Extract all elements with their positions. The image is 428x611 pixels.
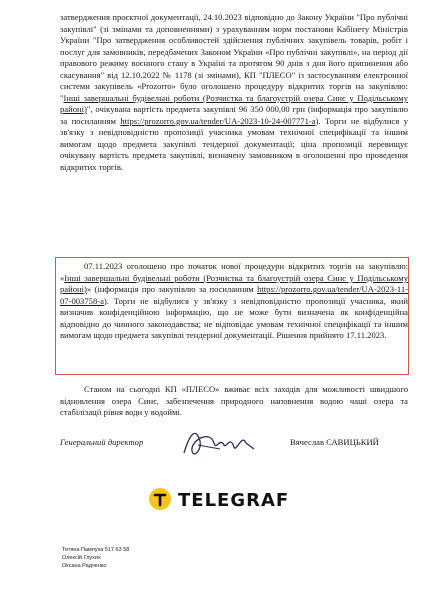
prozorro-link-2[interactable]: https://prozorro.gov.ua/tender/UA-2023-11-07-003758-a — [60, 284, 408, 306]
handwritten-signature — [180, 423, 260, 463]
director-title: Генеральний директор — [60, 437, 144, 447]
paragraph-1-text: затвердження проєктної документації, 24.10.2023 відповідно до Закону України "Про публічні закупівлі" (зі змінами та доповненнями) з урахуванням норм постанови Кабінету Міністрів України "Про затвердження особливостей здійснення публічних закупівель товарів, робіт і послуг для замовників, передбачених Законом України «Про публічні закупівлі», на період дії правового режиму воєнного стану в Україні та протягом 90 днів з дня його припинення або скасування" від 12.10.2022 № 1178 (зі змінами), КП "ПЛЕСО" із застосуванням електронної системи закупівель «Prozorro» було оголошено процедуру відкритих торгів на закупівлю: " — [60, 12, 408, 103]
paragraph-1-text-end: ). Торги не відбулися у зв'язку з невідповідністю пропозиції учасника умовам технічної специфікації та іншим вимогам щодо предмета закупівлі тендерної документації; ціна пропозиції перевищує очікувану вартість предмета закупівлі, визначену замовником в оголошенні про проведення відкритих торгів. — [60, 115, 408, 172]
paragraph-2-text-end: ). Торги не відбулися у зв'язку з невідповідністю пропозиції учасника, який визначив конфіденційною інформацію, що не може бути визначена як конфіденційна відповідно до чинного законодавства; не відповідає умовам технічної специфікації та іншим вимогам щодо предмета закупівлі тендерної документації. Рішення прийнято 17.11.2023. — [60, 295, 408, 340]
procurement-subject-1: Інші завершальні будівельні роботи (Розчистка та благоустрій озера Синє у Подільському районі) — [60, 92, 408, 114]
paragraph-procurement-2 — [60, 261, 408, 342]
paragraph-2-text-cont: » (інформація про закупівлю за посиланням — [86, 284, 258, 294]
footer-line: Оксана Радченко — [62, 563, 107, 569]
signature-block — [60, 437, 408, 477]
paragraph-status: Станом на сьогодні КП «ПЛЕСО» вживає всіх заходів для можливості швидшого відновлення озера Синє, забезпечення природного наповнення водою чаші озера та стабілізації рівня води у водоймі. — [60, 384, 408, 417]
paragraph-1-text-cont: ", очікувана вартість предмета закупівлі 96 350 000,00 грн (інформація про закупівлю за посиланням — [60, 104, 408, 126]
procurement-subject-2: Інші завершальні будівельні роботи (Розчистка та благоустрій озера Синє у Подільському районі) — [60, 272, 408, 294]
telegraf-logo-icon — [148, 487, 172, 511]
footer-contacts — [62, 546, 129, 570]
director-name: Вячеслав САВИЦЬКИЙ — [290, 437, 379, 447]
prozorro-link-1[interactable]: https://prozorro.gov.ua/tender/UA-2023-10-24-007771-a — [120, 115, 316, 126]
paragraph-procurement-1 — [60, 12, 408, 173]
footer-line: Олексій Глухих — [62, 555, 101, 561]
paragraph-2-text: 07.11.2023 оголошено про початок нової процедури відкритих торгів на закупівлю: « — [60, 261, 408, 283]
footer-line: Тетяна Пампуха 517 63 58 — [62, 547, 130, 553]
telegraf-logo-text: TELEGRAF — [178, 490, 290, 511]
